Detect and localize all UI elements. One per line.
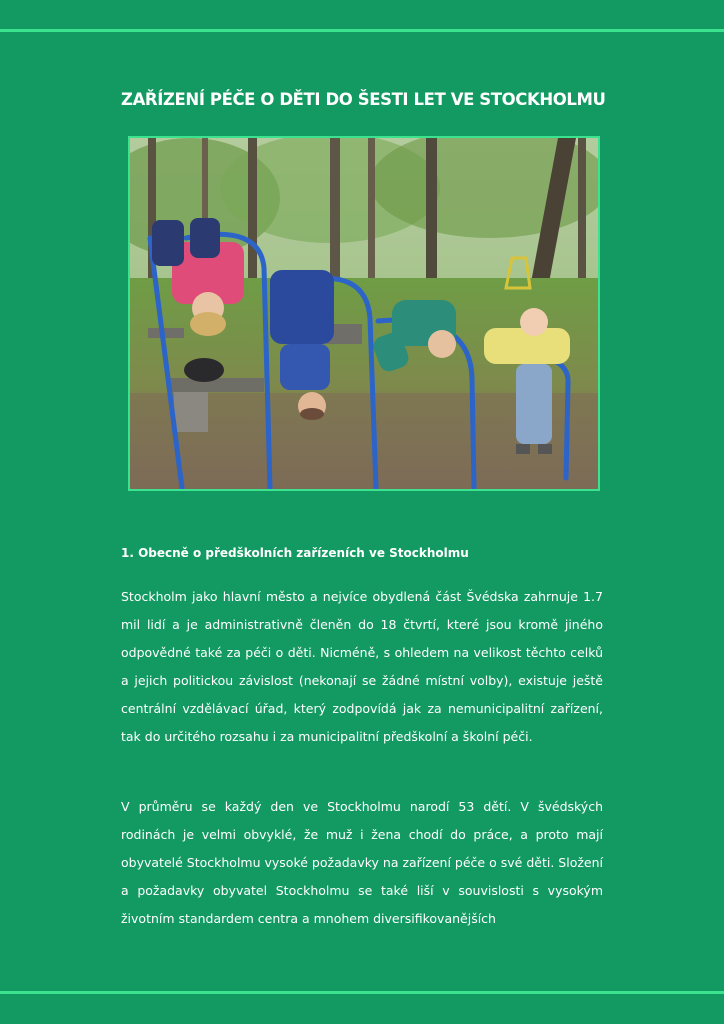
bottom-rule [0,991,724,994]
top-rule [0,29,724,32]
playground-photo [128,136,600,491]
body-paragraph-2: V průměru se každý den ve Stockholmu narodí 53 dětí. V švédských rodinách je velmi obvyklé, že muž i žena chodí do práce, a proto mají obyvatelé Stockholmu vysoké požadavky na zařízení péče o své děti. Složení a požadavky obyvatel Stockholmu se také liší v souvislosti s vysokým životním standardem centra a mnohem diversifikovanějších [121,799,603,926]
body-paragraph-1: Stockholm jako hlavní město a nejvíce obydlená část Švédska zahrnuje 1.7 mil lidí a je administrativně členěn do 18 čtvrtí, které jsou kromě jiného odpovědné také za péči o děti. Nicméně, s ohledem na velikost těchto celků a jejich politickou závislost (nekonají se žádné místní volby), existuje ještě centrální vzdělávací úřad, který zodpovídá jak za nemunicipalitní zařízení, tak do určitého rozsahu i za municipalitní předškolní a školní péči. [121,589,603,744]
page-title: ZAŘÍZENÍ PÉČE O DĚTI DO ŠESTI LET VE STOCKHOLMU [121,90,606,109]
section-heading: 1. Obecně o předškolních zařízeních ve Stockholmu [121,546,469,560]
